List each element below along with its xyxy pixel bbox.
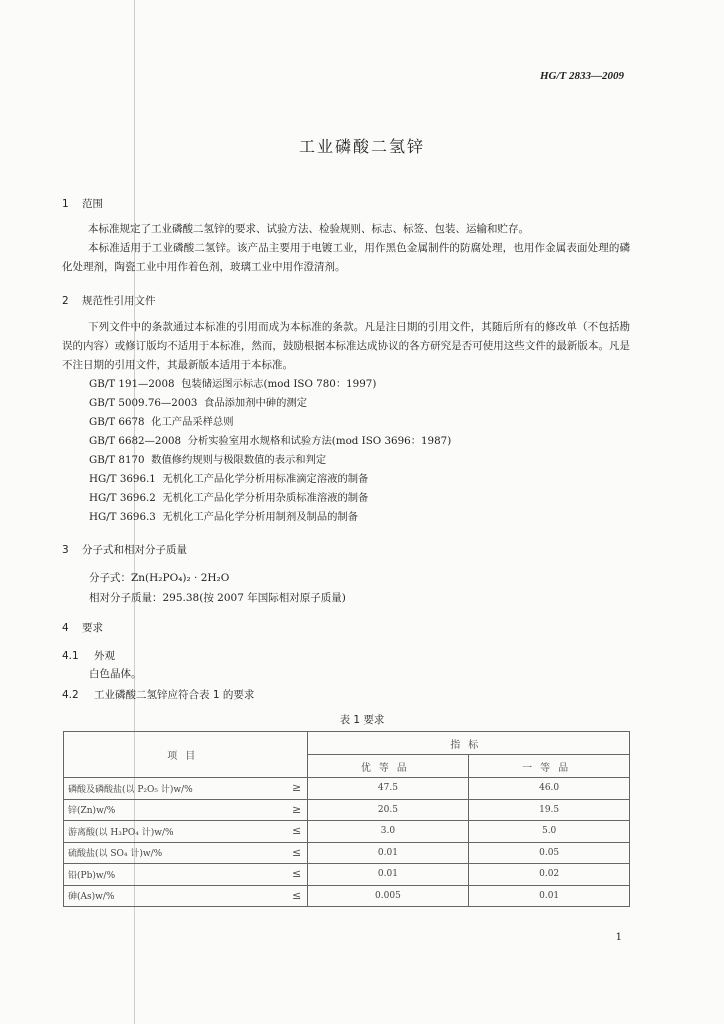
item-label: 砷(As)w/% [68, 892, 115, 903]
grade-1-value: 47.5 [307, 778, 469, 800]
paragraph: 本标准规定了工业磷酸二氢锌的要求、试验方法、检验规则、标志、标签、包装、运输和贮存。 [88, 223, 529, 235]
section-4-heading [62, 620, 103, 635]
grade-2-value: 19.5 [469, 799, 630, 821]
limit-symbol: ≤ [292, 845, 302, 859]
ref-code: GB/T 5009.76—2003 [89, 397, 198, 409]
row-item [64, 885, 308, 907]
table-row [64, 885, 630, 907]
section-1-heading [62, 196, 103, 211]
header-item: 项目 [64, 732, 308, 778]
section-4-2-heading [62, 687, 254, 702]
ref-name: 分析实验室用水规格和试验方法(mod ISO 3696：1987) [187, 435, 452, 447]
table-row [64, 864, 630, 886]
row-item [64, 799, 308, 821]
paragraph: 本标准适用于工业磷酸二氢锌。该产品主要用于电镀工业，用作黑色金属制件的防腐处理，也用作金属表面处理的磷化处理剂，陶瓷工业中用作着色剂，玻璃工业中用作澄清剂。 [62, 242, 630, 273]
molecular-mass: 相对分子质量：295.38(按 2007 年国际相对原子质量) [89, 592, 346, 604]
item-label: 锌(Zn)w/% [68, 806, 116, 817]
standard-number: HG/T 2833—2009 [539, 70, 624, 82]
section-number: 4 [62, 622, 69, 634]
section-title: 外观 [94, 650, 115, 662]
reference-item [89, 470, 368, 489]
limit-symbol: ≤ [292, 867, 302, 880]
ref-code: GB/T 6682—2008 [89, 435, 182, 447]
section-4-1-heading [62, 648, 115, 663]
ref-code: HG/T 3696.3 [89, 511, 156, 523]
paragraph: 下列文件中的条款通过本标准的引用而成为本标准的条款。凡是注日期的引用文件，其随后所有的修改单（不包括勘误的内容）或修订版均不适用于本标准，然而，鼓励根据本标准达成协议的各方研究是否可使用这些文件的最新版本。凡是不注日期的引用文件，其最新版本适用于本标准。 [62, 321, 630, 371]
section-3-heading [62, 542, 187, 557]
limit-symbol: ≥ [292, 802, 302, 816]
section-number: 3 [62, 544, 69, 556]
reference-item [89, 413, 234, 432]
section-number: 4.2 [62, 689, 79, 701]
ref-code: GB/T 191—2008 [89, 378, 175, 390]
grade-1-value: 0.01 [307, 842, 469, 864]
section-number: 1 [62, 198, 69, 210]
ref-name: 包装储运图示标志(mod ISO 780：1997) [181, 378, 377, 390]
grade-2-value: 0.01 [469, 885, 630, 907]
section-number: 4.1 [62, 650, 79, 662]
limit-symbol: ≥ [292, 781, 302, 794]
grade-1-value: 3.0 [307, 821, 469, 843]
grade-1-value: 20.5 [307, 799, 469, 821]
item-label: 硫酸盐(以 SO₄ 计)w/% [68, 849, 163, 860]
ref-name: 食品添加剂中砷的测定 [204, 397, 307, 409]
reference-item [89, 432, 451, 451]
table-caption: 表 1 要求 [339, 714, 385, 726]
header-grade-2: 一等品 [469, 755, 630, 778]
reference-item [89, 451, 326, 470]
ref-code: HG/T 3696.1 [89, 473, 156, 485]
section-number: 2 [62, 295, 69, 307]
molecular-formula: 分子式：Zn(H₂PO₄)₂ · 2H₂O [89, 572, 230, 584]
item-label: 铅(Pb)w/% [68, 870, 116, 881]
appearance-text: 白色晶体。 [89, 668, 142, 680]
page-title: 工业磷酸二氢锌 [298, 137, 425, 156]
requirements-table [63, 731, 630, 907]
grade-2-value: 0.05 [469, 842, 630, 864]
header-grade-1: 优等品 [307, 755, 469, 778]
ref-name: 数值修约规则与极限数值的表示和判定 [151, 454, 327, 466]
item-label: 磷酸及磷酸盐(以 P₂O₅ 计)w/% [68, 784, 193, 795]
table-row [64, 799, 630, 821]
reference-item [89, 394, 307, 413]
limit-symbol: ≤ [292, 824, 302, 837]
section-title: 工业磷酸二氢锌应符合表 1 的要求 [94, 689, 255, 701]
ref-name: 无机化工产品化学分析用制剂及制品的制备 [162, 511, 359, 523]
ref-code: GB/T 8170 [89, 454, 145, 466]
row-item [64, 821, 308, 843]
ref-code: GB/T 6678 [89, 416, 145, 428]
table-row [64, 821, 630, 843]
ref-name: 无机化工产品化学分析用杂质标准溶液的制备 [162, 492, 369, 504]
reference-item [89, 508, 358, 527]
grade-2-value: 5.0 [469, 821, 630, 843]
item-label: 游离酸(以 H₃PO₄ 计)w/% [68, 827, 174, 838]
section-2-heading [62, 293, 156, 308]
reference-item [89, 489, 368, 508]
section-title: 要求 [82, 622, 103, 634]
grade-1-value: 0.005 [307, 885, 469, 907]
ref-code: HG/T 3696.2 [89, 492, 156, 504]
table-row [64, 778, 630, 800]
limit-symbol: ≤ [292, 888, 302, 902]
section-title: 规范性引用文件 [82, 295, 156, 307]
ref-name: 无机化工产品化学分析用标准滴定溶液的制备 [162, 473, 369, 485]
grade-2-value: 46.0 [469, 778, 630, 800]
reference-item [89, 375, 376, 394]
ref-name: 化工产品采样总则 [151, 416, 234, 428]
header-index: 指标 [307, 732, 629, 755]
section-title: 范围 [82, 198, 103, 210]
row-item [64, 864, 308, 886]
row-item [64, 842, 308, 864]
grade-2-value: 0.02 [469, 864, 630, 886]
row-item [64, 778, 308, 800]
table-row [64, 842, 630, 864]
section-title: 分子式和相对分子质量 [82, 544, 187, 556]
page-number: 1 [615, 932, 622, 943]
grade-1-value: 0.01 [307, 864, 469, 886]
